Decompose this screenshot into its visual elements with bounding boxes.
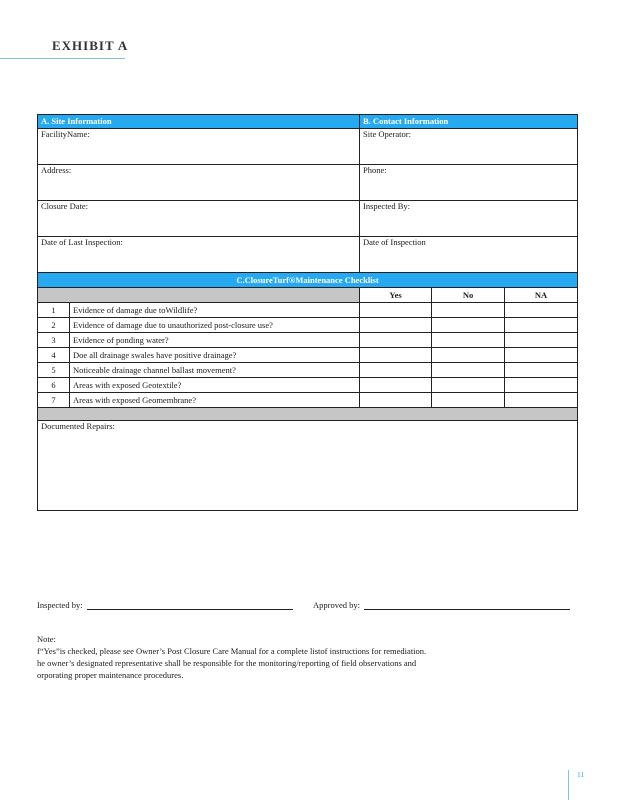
note-line: f“Yes”is checked, please see Owner’s Post Closure Care Manual for a complete listof instructions for remediation. xyxy=(37,646,427,656)
contact-info-heading: B. Contact Information xyxy=(360,115,578,129)
yes-cell[interactable] xyxy=(360,318,432,333)
page-number-divider xyxy=(568,770,569,800)
column-yes: Yes xyxy=(360,288,432,303)
repairs-row xyxy=(38,421,578,511)
site-info-heading: A. Site Information xyxy=(38,115,360,129)
last-inspection-date-field[interactable]: Date of Last Inspection: xyxy=(38,237,360,273)
inspection-form xyxy=(37,114,578,511)
title-underline xyxy=(0,58,125,59)
na-cell[interactable] xyxy=(505,393,578,408)
approved-by-label: Approved by: xyxy=(313,600,360,610)
inspected-by-field[interactable]: Inspected By: xyxy=(360,201,578,237)
inspected-by-signature xyxy=(37,600,293,610)
na-cell[interactable] xyxy=(505,318,578,333)
note-block xyxy=(37,633,426,681)
checklist-title-row xyxy=(38,273,578,288)
inspected-by-label: Inspected by: xyxy=(37,600,83,610)
facility-name-field[interactable]: FacilityName: xyxy=(38,129,360,165)
item-number: 7 xyxy=(38,393,70,408)
approved-by-signature xyxy=(313,600,570,610)
checklist-column-headers xyxy=(38,288,578,303)
checklist-row xyxy=(38,363,578,378)
info-row xyxy=(38,129,578,165)
inspected-by-line[interactable] xyxy=(87,601,293,610)
item-number: 4 xyxy=(38,348,70,363)
item-question: Noticeable drainage channel ballast movement? xyxy=(70,363,360,378)
note-heading: Note: xyxy=(37,634,56,644)
note-line: orporating proper maintenance procedures. xyxy=(37,670,184,680)
checklist-row xyxy=(38,393,578,408)
column-na: NA xyxy=(505,288,578,303)
no-cell[interactable] xyxy=(432,303,505,318)
yes-cell[interactable] xyxy=(360,333,432,348)
no-cell[interactable] xyxy=(432,348,505,363)
note-line: he owner’s designated representative shall be responsible for the monitoring/reporting of field observations and xyxy=(37,658,417,668)
checklist-row xyxy=(38,303,578,318)
checklist-header-blank xyxy=(38,288,360,303)
closure-date-field[interactable]: Closure Date: xyxy=(38,201,360,237)
item-number: 3 xyxy=(38,333,70,348)
no-cell[interactable] xyxy=(432,393,505,408)
na-cell[interactable] xyxy=(505,348,578,363)
info-row xyxy=(38,237,578,273)
na-cell[interactable] xyxy=(505,333,578,348)
yes-cell[interactable] xyxy=(360,393,432,408)
item-number: 2 xyxy=(38,318,70,333)
no-cell[interactable] xyxy=(432,318,505,333)
info-row xyxy=(38,165,578,201)
column-no: No xyxy=(432,288,505,303)
section-headings xyxy=(38,115,578,129)
no-cell[interactable] xyxy=(432,363,505,378)
item-question: Areas with exposed Geomembrane? xyxy=(70,393,360,408)
site-operator-field[interactable]: Site Operator: xyxy=(360,129,578,165)
checklist-row xyxy=(38,318,578,333)
item-number: 1 xyxy=(38,303,70,318)
no-cell[interactable] xyxy=(432,378,505,393)
exhibit-title: EXHIBIT A xyxy=(52,38,129,53)
item-number: 5 xyxy=(38,363,70,378)
na-cell[interactable] xyxy=(505,303,578,318)
documented-repairs-field[interactable]: Documented Repairs: xyxy=(38,421,578,511)
na-cell[interactable] xyxy=(505,363,578,378)
address-field[interactable]: Address: xyxy=(38,165,360,201)
inspection-date-field[interactable]: Date of Inspection xyxy=(360,237,578,273)
checklist-row xyxy=(38,378,578,393)
page-number: 11 xyxy=(577,770,585,779)
item-question: Evidence of damage due to unauthorized post-closure use? xyxy=(70,318,360,333)
separator-bar xyxy=(38,408,578,421)
yes-cell[interactable] xyxy=(360,363,432,378)
item-question: Areas with exposed Geotextile? xyxy=(70,378,360,393)
yes-cell[interactable] xyxy=(360,378,432,393)
no-cell[interactable] xyxy=(432,333,505,348)
checklist-separator xyxy=(38,408,578,421)
item-question: Doe all drainage swales have positive drainage? xyxy=(70,348,360,363)
item-question: Evidence of ponding water? xyxy=(70,333,360,348)
yes-cell[interactable] xyxy=(360,303,432,318)
na-cell[interactable] xyxy=(505,378,578,393)
checklist-row xyxy=(38,348,578,363)
checklist-title: C.ClosureTurf®Maintenance Checklist xyxy=(38,273,578,288)
item-number: 6 xyxy=(38,378,70,393)
item-question: Evidence of damage due toWildlife? xyxy=(70,303,360,318)
yes-cell[interactable] xyxy=(360,348,432,363)
checklist-row xyxy=(38,333,578,348)
info-row xyxy=(38,201,578,237)
phone-field[interactable]: Phone: xyxy=(360,165,578,201)
approved-by-line[interactable] xyxy=(364,601,570,610)
